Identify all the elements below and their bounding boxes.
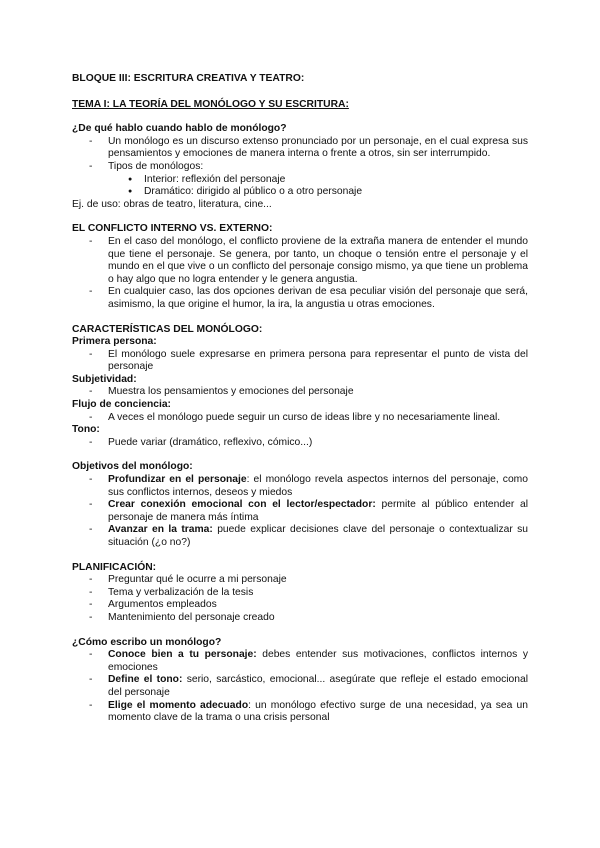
subjectivity-list [72, 386, 528, 399]
item-text: : un monólogo efectivo surge de una necesidad, ya sea un momento clave de la trama o una crisis personal [108, 699, 528, 724]
subheading-subjectivity: Subjetividad: [72, 373, 137, 385]
subheading-tone: Tono: [72, 424, 100, 436]
first-person-list [72, 349, 528, 374]
document-content [72, 73, 528, 725]
section-heading-planning: PLANIFICACIÓN: [72, 561, 157, 573]
list-item [72, 674, 528, 699]
list-item: - A veces el monólogo puede seguir un curso de ideas libre y no necesariamente lineal. [72, 412, 528, 425]
usage-example: Ej. de uso: obras de teatro, literatura, cine... [72, 198, 272, 210]
objectives-list [72, 474, 528, 550]
item-text: puede explicar decisiones clave del personaje o contextualizar su situación (¿o no?) [108, 524, 528, 548]
subheading-first-person: Primera persona: [72, 336, 157, 348]
list-item: ● Interior: reflexión del personaje [72, 174, 528, 187]
item-bold-lead: Elige el momento adecuado [108, 699, 249, 711]
list-item: - Tipos de monólogos: [72, 161, 528, 174]
list-item [72, 524, 528, 549]
section-heading-characteristics: CARACTERÍSTICAS DEL MONÓLOGO: [72, 323, 263, 335]
list-item: - En cualquier caso, las dos opciones derivan de esa peculiar visión del personaje que será, asimismo, la que origine el humor, la ira, la angustia u otras emociones. [72, 286, 528, 311]
subheading-stream-of-consciousness: Flujo de conciencia: [72, 399, 171, 411]
list-item: - Preguntar qué le ocurre a mi personaje [72, 574, 528, 587]
item-text: : el monólogo revela aspectos internos del personaje, como sus conflictos internos, deseos y miedos [108, 474, 528, 498]
item-bold-lead: Define el tono: [108, 674, 183, 686]
list-item: - En el caso del monólogo, el conflicto proviene de la extraña manera de entender el mundo que tiene el personaje. Se genera, por tanto, un choque o tensión entre el personaje y el mundo en el que vive o un conflicto del personaje consigo mismo, ya que tiene un problema o hay algo que no logra entender y le genera angustia. [72, 236, 528, 286]
definition-list [72, 136, 528, 174]
item-text: debes entender sus motivaciones, conflictos internos y emociones [108, 649, 528, 673]
section-heading-objectives: Objetivos del monólogo: [72, 461, 193, 473]
item-text: permite al público entender al personaje de manera más íntima [108, 499, 529, 523]
list-item: - Mantenimiento del personaje creado [72, 612, 528, 625]
list-item: - El monólogo suele expresarse en primera persona para representar el punto de vista del personaje [72, 349, 528, 374]
types-list [72, 174, 528, 199]
item-bold-lead: Conoce bien a tu personaje: [108, 649, 257, 661]
item-bold-lead: Avanzar en la trama: [108, 524, 213, 536]
tone-list [72, 437, 528, 450]
list-item: - Un monólogo es un discurso extenso pronunciado por un personaje, en el cual expresa sus pensamientos y emociones de manera interna o frente a otros, sin ser interrumpido. [72, 136, 528, 161]
conflict-list [72, 236, 528, 312]
list-item [72, 700, 528, 725]
item-bold-lead: Crear conexión emocional con el lector/espectador: [108, 499, 376, 511]
section-heading-what-is: ¿De qué hablo cuando hablo de monólogo? [72, 123, 287, 135]
item-text: serio, sarcástico, emocional... asegúrate que refleje el estado emocional del personaje [108, 674, 528, 698]
stream-list [72, 412, 528, 425]
section-heading-how-to-write: ¿Cómo escribo un monólogo? [72, 636, 222, 648]
block-title: BLOQUE III: ESCRITURA CREATIVA Y TEATRO: [72, 73, 305, 84]
list-item: - Muestra los pensamientos y emociones del personaje [72, 386, 528, 399]
section-heading-conflict: EL CONFLICTO INTERNO VS. EXTERNO: [72, 223, 273, 235]
list-item: ● Dramático: dirigido al público o a otro personaje [72, 186, 528, 199]
list-item [72, 499, 528, 524]
planning-list [72, 574, 528, 624]
list-item [72, 474, 528, 499]
topic-title: TEMA I: LA TEORÍA DEL MONÓLOGO Y SU ESCRITURA: [72, 98, 349, 110]
how-to-list [72, 649, 528, 725]
list-item: - Puede variar (dramático, reflexivo, cómico...) [72, 437, 528, 450]
list-item: - Argumentos empleados [72, 599, 528, 612]
list-item: - Tema y verbalización de la tesis [72, 587, 528, 600]
list-item [72, 649, 528, 674]
item-bold-lead: Profundizar en el personaje [108, 474, 247, 486]
